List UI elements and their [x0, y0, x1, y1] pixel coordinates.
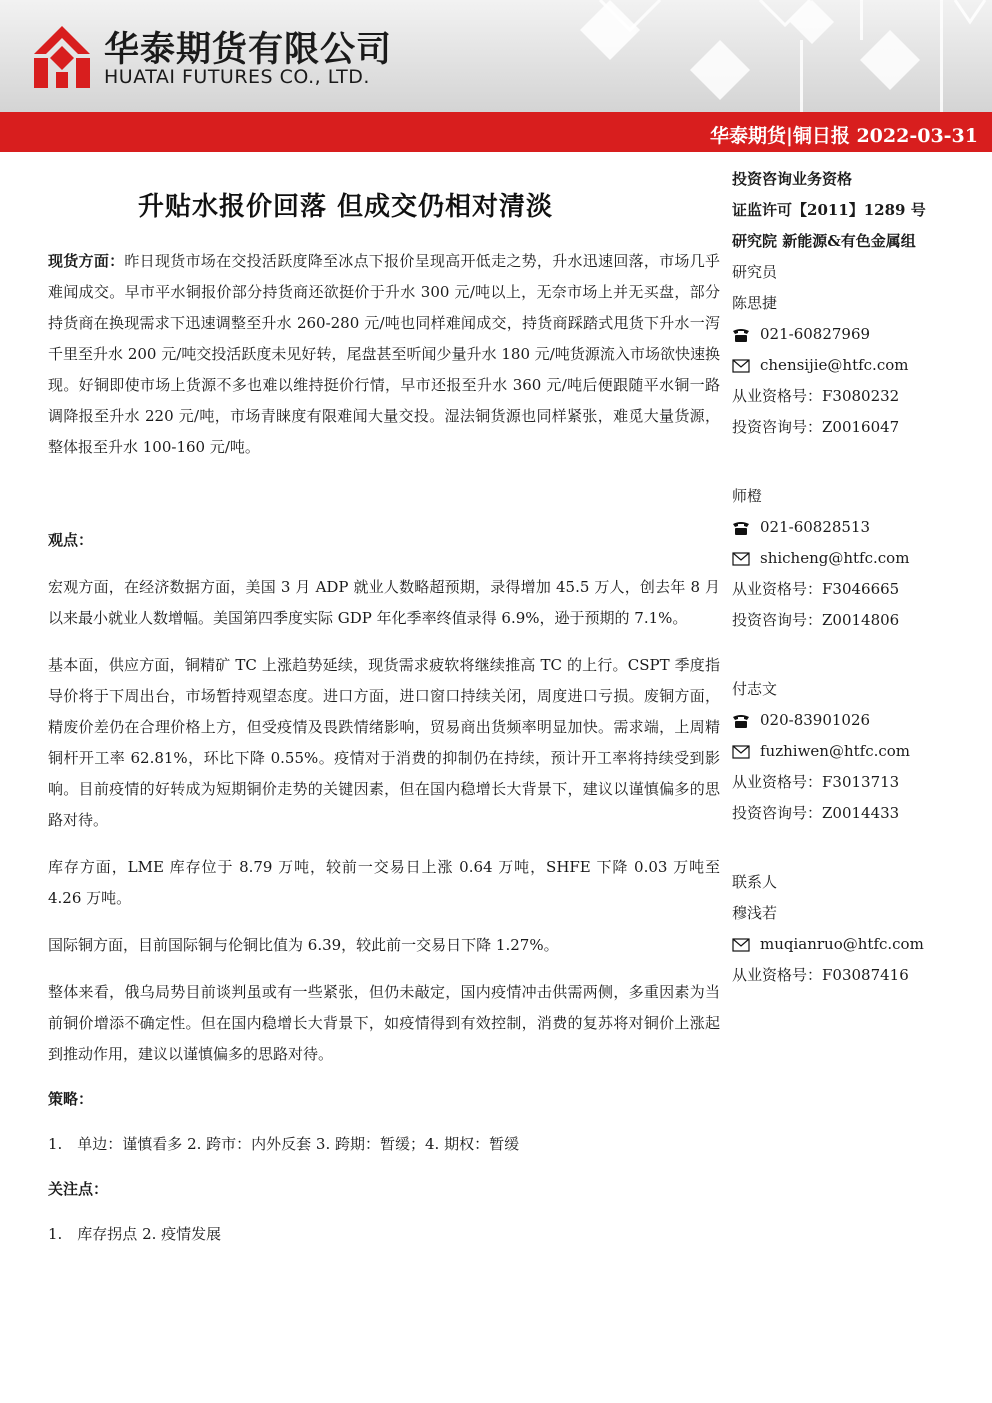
inventory-paragraph: 库存方面，LME 库存位于 8.79 万吨，较前一交易日上涨 0.64 万吨，SHFE 下降 0.03 万吨至 4.26 万吨。: [48, 858, 720, 907]
analyst-phone: 021-60827969: [760, 325, 871, 343]
envelope-icon: [732, 938, 750, 952]
page-header: [0, 0, 992, 112]
views-heading: 观点：: [48, 531, 94, 549]
envelope-icon: [732, 552, 750, 566]
envelope-icon: [732, 359, 750, 373]
envelope-icon: [732, 745, 750, 759]
report-banner: [0, 112, 992, 152]
contact-email-row: [732, 929, 982, 960]
analyst-phone-row: [732, 319, 982, 350]
analyst-phone-row: [732, 705, 982, 736]
spot-label: 现货方面：: [48, 252, 125, 270]
header-decoration-graphic: [560, 0, 992, 112]
contact-name: 穆浅若: [732, 904, 778, 922]
main-content: [48, 246, 720, 1250]
analyst-advisory: 投资咨询号：Z0014806: [732, 611, 900, 629]
company-name-en: HUATAI FUTURES CO., LTD.: [104, 66, 370, 88]
researcher-role: 研究员: [732, 263, 778, 281]
huatai-logo-icon: [34, 26, 90, 88]
license-number: 证监许可【2011】1289 号: [732, 201, 926, 219]
analyst-advisory: 投资咨询号：Z0014433: [732, 804, 900, 822]
focus-text: 1. 库存拐点 2. 疫情发展: [48, 1225, 222, 1243]
report-line: 华泰期货|铜日报 2022-03-31: [709, 125, 978, 147]
analyst-name: 付志文: [732, 680, 778, 698]
company-name-cn: 华泰期货有限公司: [104, 30, 393, 70]
analyst-name: 师橙: [732, 487, 763, 505]
phone-icon: [732, 714, 750, 728]
analyst-phone: 021-60828513: [760, 518, 871, 536]
analyst-sidebar: [732, 164, 982, 991]
focus-heading: 关注点：: [48, 1180, 109, 1198]
analyst-cert: 从业资格号：F3013713: [732, 773, 900, 791]
analyst-email[interactable]: fuzhiwen@htfc.com: [760, 742, 911, 760]
overall-paragraph: 整体来看，俄乌局势目前谈判虽或有一些紧张，但仍未敲定，国内疫情冲击供需两侧，多重因素为当前铜价增添不确定性。但在国内稳增长大背景下，如疫情得到有效控制，消费的复苏将对铜价上涨起到推动作用，建议以谨慎偏多的思路对待。: [48, 983, 720, 1063]
macro-paragraph: 宏观方面，在经济数据方面，美国 3 月 ADP 就业人数略超预期，录得增加 45.5 万人，创去年 8 月以来最小就业人数增幅。美国第四季度实际 GDP 年化季率终值录得 6.9%，逊于预期的 7.1%。: [48, 578, 720, 627]
contact-label: 联系人: [732, 873, 778, 891]
analyst-email-row: [732, 736, 982, 767]
institute-name: 研究院 新能源&有色金属组: [732, 232, 916, 250]
strategy-text: 1. 单边：谨慎看多 2. 跨市：内外反套 3. 跨期：暂缓；4. 期权：暂缓: [48, 1135, 520, 1153]
analyst-cert: 从业资格号：F3080232: [732, 387, 900, 405]
contact-email[interactable]: muqianruo@htfc.com: [760, 935, 924, 953]
phone-icon: [732, 521, 750, 535]
analyst-advisory: 投资咨询号：Z0016047: [732, 418, 900, 436]
analyst-cert: 从业资格号：F3046665: [732, 580, 900, 598]
international-paragraph: 国际铜方面，目前国际铜与伦铜比值为 6.39，较此前一交易日下降 1.27%。: [48, 936, 559, 954]
analyst-phone-row: [732, 512, 982, 543]
strategy-heading: 策略：: [48, 1090, 94, 1108]
phone-icon: [732, 328, 750, 342]
spot-paragraph: [48, 246, 720, 463]
spot-text: 昨日现货市场在交投活跃度降至冰点下报价呈现高开低走之势，升水迅速回落，市场几乎难闻成交。早市平水铜报价部分持货商还欲挺价于升水 300 元/吨以上，无奈市场上并无买盘，部分持货商在换现需求下迅速调整至升水 260-280 元/吨也同样难闻成交，持货商踩踏式甩货下升水一泻千里至升水 200 元/吨交投活跃度未见好转，尾盘甚至听闻少量升水 180 元/吨货源流入市场欲快速换现。好铜即使市场上货源不多也难以维持挺价行情，早市还报至升水 360 元/吨后便跟随平水铜一路调降报至升水 220 元/吨，市场青睐度有限难闻大量交投。湿法铜货源也同样紧张，难觅大量货源，整体报至升水 100-160 元/吨。: [48, 252, 720, 456]
analyst-email[interactable]: shicheng@htfc.com: [760, 549, 910, 567]
qualification-title: 投资咨询业务资格: [732, 170, 853, 188]
contact-cert: 从业资格号：F03087416: [732, 966, 909, 984]
analyst-email-row: [732, 543, 982, 574]
fundamental-paragraph: 基本面，供应方面，铜精矿 TC 上涨趋势延续，现货需求疲软将继续推高 TC 的上行。CSPT 季度指导价将于下周出台，市场暂持观望态度。进口方面，进口窗口持续关闭，周度进口亏损。废铜方面，精废价差仍在合理价格上方，但受疫情及畏跌情绪影响，贸易商出货频率明显加快。需求端，上周精铜杆开工率 62.81%，环比下降 0.55%。疫情对于消费的抑制仍在持续，预计开工率将持续受到影响。目前疫情的好转成为短期铜价走势的关键因素，但在国内稳增长大背景下，建议以谨慎偏多的思路对待。: [48, 656, 720, 829]
report-title: 升贴水报价回落 但成交仍相对清淡: [138, 192, 554, 222]
analyst-name: 陈思捷: [732, 294, 778, 312]
analyst-email[interactable]: chensijie@htfc.com: [760, 356, 909, 374]
analyst-email-row: [732, 350, 982, 381]
analyst-phone: 020-83901026: [760, 711, 871, 729]
